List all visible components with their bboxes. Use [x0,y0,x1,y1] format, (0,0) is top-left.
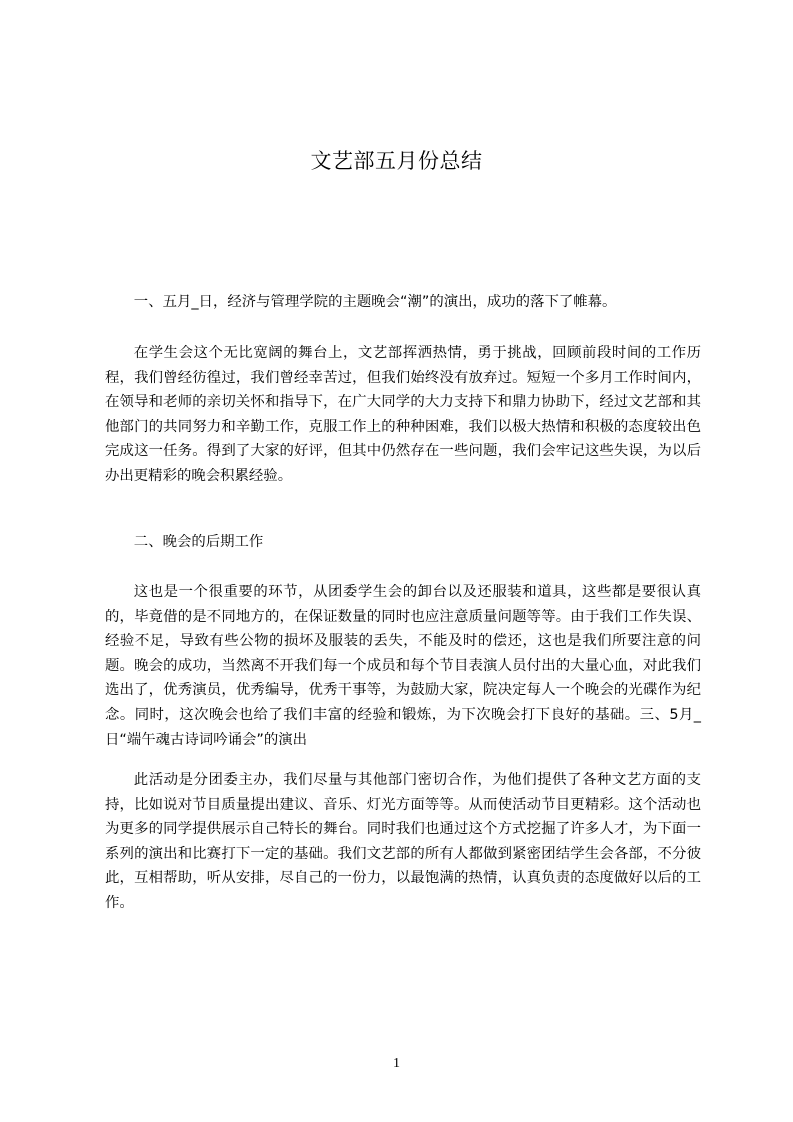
document-title: 文艺部五月份总结 [310,149,483,173]
paragraph-1: 在学生会这个无比宽阔的舞台上，文艺部挥洒热情，勇于挑战，回顾前段时间的工作历程，我们曾经彷徨过，我们曾经幸苦过，但我们始终没有放弃过。短短一个多月工作时间内，在领导和老师的亲切关怀和指导下，在广大同学的大力支持下和鼎力协助下，经过文艺部和其他部门的共同努力和辛勤工作，克服工作上的种种困难，我们以极大热情和积极的态度较出色完成这一任务。得到了大家的好评，但其中仍然存在一些问题，我们会牢记这些失误，为以后办出更精彩的晚会积累经验。 [105,345,701,484]
page-number: 1 [393,1056,400,1071]
paragraph-3: 此活动是分团委主办，我们尽量与其他部门密切合作，为他们提供了各种文艺方面的支持，比如说对节目质量提出建议、音乐、灯光方面等等。从而使活动节目更精彩。这个活动也为更多的同学提供展示自己特长的舞台。同时我们也通过这个方式挖掘了许多人才，为下面一系列的演出和比赛打下一定的基础。我们文艺部的所有人都做到紧密团结学生会各部，不分彼此，互相帮助，听从安排，尽自己的一份力，以最饱满的热情，认真负责的态度做好以后的工作。 [105,772,701,911]
section-heading-1: 一、五月_日，经济与管理学院的主题晚会“潮”的演出，成功的落下了帷幕。 [133,294,617,310]
paragraph-2: 这也是一个很重要的环节，从团委学生会的卸台以及还服装和道具，这些都是要很认真的，毕竟借的是不同地方的，在保证数量的同时也应注意质量问题等等。由于我们工作失误、经验不足，导致有些公物的损坏及服装的丢失，不能及时的偿还，这也是我们所要注意的问题。晚会的成功，当然离不开我们每一个成员和每个节目表演人员付出的大量心血，对此我们选出了，优秀演员，优秀编导，优秀干事等，为鼓励大家，院决定每人一个晚会的光碟作为纪念。同时，这次晚会也给了我们丰富的经验和锻炼，为下次晚会打下良好的基础。三、5月_日“端午魂古诗词吟诵会”的演出 [105,584,701,748]
section-heading-2: 二、晚会的后期工作 [133,534,264,550]
